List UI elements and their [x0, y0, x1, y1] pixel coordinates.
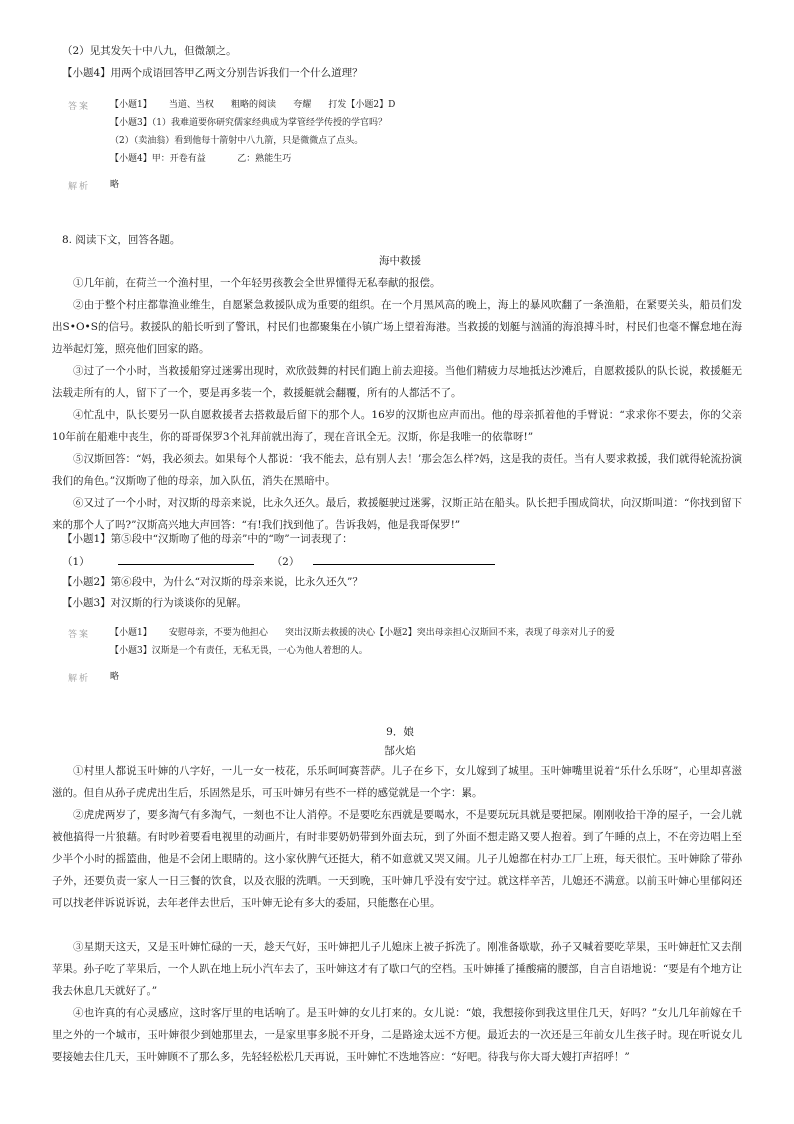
q8-paragraph-3: ③过了一个小时，当救援船穿过迷雾出现时，欢欣鼓舞的村民们跑上前去迎接。当他们精疲力尽地抵达沙滩后，自愿救援队的队长说，救援艇无法载走所有的人，留下了一个，要是再多装一个，救援艇就会翻覆，所有的人都活不了。	[52, 365, 742, 399]
q8-sub-question-3: 【小题3】对汉斯的行为谈谈你的见解。	[62, 597, 248, 609]
q8-paragraph-2: ②由于整个村庄都靠渔业维生，自愿紧急救援队成为重要的组织。在一个月黑风高的晚上，海上的暴风吹翻了一条渔船，在紧要关头，船员们发出S•O•S的信号。救援队的船长听到了警讯，村民们也都聚集在小镇广场上望着海港。当救援的划艇与汹涌的海浪搏斗时，村民们也毫不懈怠地在海边举起灯笼，照亮他们回家的路。	[52, 299, 742, 355]
q8-answer-line: 【小题1】 安慰母亲，不要为他担心 突出汉斯去救援的决心【小题2】突出母亲担心汉斯回不来，表现了母亲对儿子的爱	[110, 628, 615, 638]
q7-sub-question-4: 【小题4】用两个成语回答甲乙两文分别告诉我们一个什么道理？	[62, 67, 363, 79]
q8-answer-label: 答案	[68, 630, 91, 640]
q9-paragraph-4: ④也许真的有心灵感应，这时客厅里的电话响了。是玉叶婶的女儿打来的。女儿说：“娘，我想接你到我这里住几天，好吗？”女儿几年前嫁在千里之外的一个城市，玉叶婶很少到她那里去，一是家里事多脱不开身，二是路途太远不方便。最近去的一次还是三年前女儿生孩子时。现在听说女儿要接她去住几天，玉叶婶顾不了那么多，先轻轻松松几天再说，玉叶婶忙不迭地答应：“好吧。待我与你大哥大嫂打声招呼！”	[52, 1007, 742, 1063]
q8-answer-blanks	[62, 554, 495, 569]
q8-sub-question-1: 【小题1】第⑤段中“汉斯吻了他的母亲”中的“吻”一词表现了：	[62, 533, 353, 545]
q8-article-title: 海中救援	[379, 255, 421, 267]
q8-analysis-text: 略	[110, 672, 120, 682]
q8-answer-line: 【小题3】汉斯是一个有责任，无私无畏，一心为他人着想的人。	[110, 646, 368, 656]
q7-answer-line: 【小题4】甲：开卷有益 乙：熟能生巧	[110, 154, 292, 164]
q7-answer-label: 答案	[68, 102, 91, 112]
q9-heading: 9．娘	[386, 726, 414, 738]
q8-heading: 8. 阅读下文，回答各题。	[62, 234, 181, 246]
q8-analysis-label: 解析	[68, 674, 91, 684]
q9-paragraph-2: ②虎虎两岁了，要多淘气有多淘气，一刻也不让人消停。不是要吃东西就是要喝水，不是要玩玩具就是要把屎。刚刚收拾干净的屋子，一会儿就被他搞得一片狼藉。有时吵着要看电视里的动画片，有时非要奶奶带到外面去玩，到了外面不想走路又要人抱着。到了午睡的点上，不在旁边唱上至少半个小时的摇篮曲，他是不会闭上眼睛的。这小家伙脾气还挺大，稍不如意就又哭又闹。儿子儿媳都在村办工厂上班，每天很忙。玉叶婶除了带孙子外，还要负责一家人一日三餐的饮食，以及衣服的洗晒。一天到晚，玉叶婶几乎没有安宁过。就这样辛苦，儿媳还不满意。以前玉叶婶心里郁闷还可以找老伴诉说诉说，去年老伴去世后，玉叶婶无论有多大的委屈，只能憋在心里。	[52, 809, 742, 909]
answer-blank-2[interactable]	[313, 554, 495, 565]
q7-analysis-text: 略	[110, 180, 120, 190]
blank-1-label: （1）	[62, 556, 90, 568]
q8-paragraph-1: ①几年前，在荷兰一个渔村里，一个年轻男孩教会全世界懂得无私奉献的报偿。	[73, 277, 441, 289]
blank-2-label: （2）	[271, 556, 300, 568]
q7-answer-line: 【小题1】 当道、当权 粗略的阅读 夸耀 打发【小题2】D	[110, 100, 396, 110]
q8-sub-question-2: 【小题2】第⑥段中，为什么“对汉斯的母亲来说，比永久还久”？	[62, 576, 363, 588]
q8-paragraph-5: ⑤汉斯回答：“妈，我必须去。如果每个人都说：‘我不能去，总有别人去！’那会怎么样?妈，这是我的责任。当有人要求救援，我们就得轮流扮演我们的角色。”汉斯吻了他的母亲，加入队伍，消失在黑暗中。	[52, 453, 742, 487]
q9-paragraph-1: ①村里人都说玉叶婶的八字好，一儿一女一枝花，乐乐呵呵赛菩萨。儿子在乡下，女儿嫁到了城里。玉叶婶嘴里说着“乐什么乐呀”，心里却喜滋滋的。但自从孙子虎虎出生后，乐固然是乐，可玉叶婶另有些不一样的感觉就是一个字：累。	[52, 765, 742, 799]
q7-answer-line: （2）（卖油翁）看到他每十箭射中八九箭，只是微微点了点头。	[110, 136, 364, 146]
q7-line-1: （2）见其发矢十中八九，但微颔之。	[62, 45, 237, 57]
q7-analysis-label: 解析	[68, 182, 91, 192]
q7-answer-line: 【小题3】（1）我难道要你研究儒家经典成为掌管经学传授的学官吗？	[110, 118, 387, 128]
q9-author: 郜火焰	[384, 745, 416, 757]
q8-paragraph-4: ④忙乱中，队长要另一队自愿救援者去搭救最后留下的那个人。16岁的汉斯也应声而出。他的母亲抓着他的手臂说：“求求你不要去，你的父亲10年前在船难中丧生，你的哥哥保罗3个礼拜前就出海了，现在音讯全无。汉斯，你是我唯一的依靠呀!”	[52, 409, 742, 443]
q9-paragraph-3: ③星期天这天，又是玉叶婶忙碌的一天，趁天气好，玉叶婶把儿子儿媳床上被子拆洗了。刚准备歇歇，孙子又喊着要吃苹果，玉叶婶赶忙又去削苹果。孙子吃了苹果后，一个人趴在地上玩小汽车去了，玉叶婶这才有了歇口气的空档。玉叶婶捶了捶酸痛的腰部，自言自语地说：“要是有个地方让我去休息几天就好了。”	[52, 941, 742, 997]
q8-paragraph-6: ⑥又过了一个小时，对汉斯的母亲来说，比永久还久。最后，救援艇驶过迷雾，汉斯正站在船头。队长把手围成筒状，向汉斯叫道：“你找到留下来的那个人了吗?”汉斯高兴地大声回答：“有!我们找到他了。告诉我妈，他是我哥保罗!”	[52, 497, 742, 531]
answer-blank-1[interactable]	[118, 554, 254, 565]
